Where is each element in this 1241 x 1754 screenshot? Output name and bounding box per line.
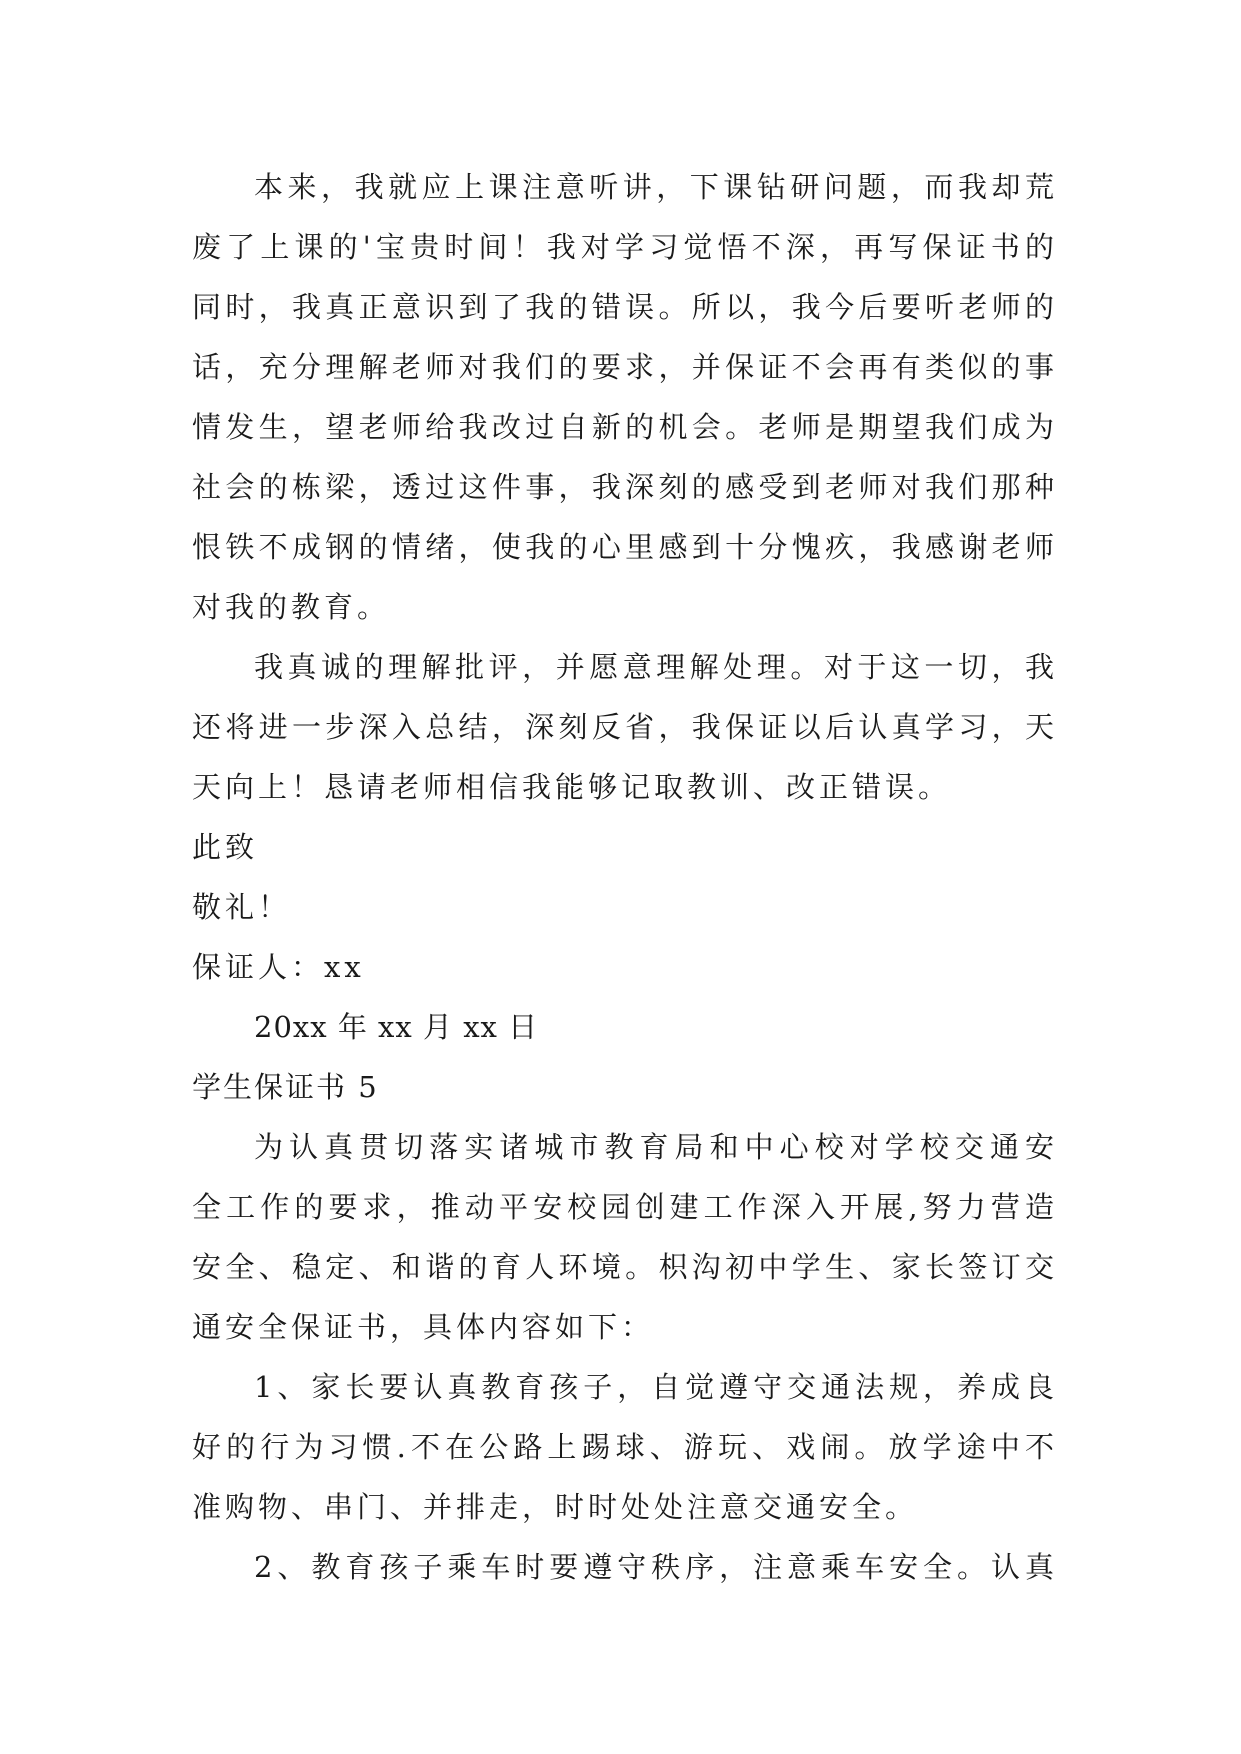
paragraph-line: 安全、稳定、和谐的育人环境。枳沟初中学生、家长签订交 [192,1250,1054,1284]
paragraph-line: 天向上！恳请老师相信我能够记取教训、改正错误。 [192,770,952,804]
paragraph-line: 我真诚的理解批评，并愿意理解处理。对于这一切，我 [254,650,1054,684]
paragraph-line: 社会的栋梁，透过这件事，我深刻的感受到老师对我们那种 [192,470,1054,504]
closing-regards: 敬礼！ [192,890,292,924]
guarantor-signature: 保证人：xx [192,950,365,984]
section-title: 学生保证书 5 [192,1070,379,1104]
paragraph-line: 恨铁不成钢的情绪，使我的心里感到十分愧疚，我感谢老师 [192,530,1054,564]
paragraph-line: 为认真贯切落实诸城市教育局和中心校对学校交通安 [254,1130,1054,1164]
paragraph-line: 废了上课的'宝贵时间！我对学习觉悟不深，再写保证书的 [192,230,1054,264]
list-item-line: 准购物、串门、并排走，时时处处注意交通安全。 [192,1490,919,1524]
paragraph-line: 对我的教育。 [192,590,391,624]
paragraph-line: 同时，我真正意识到了我的错误。所以，我今后要听老师的 [192,290,1054,324]
list-item-line: 好的行为习惯.不在公路上踢球、游玩、戏闹。放学途中不 [192,1430,1054,1464]
signature-date: 20xx 年 xx 月 xx 日 [254,1010,539,1044]
paragraph-line: 还将进一步深入总结，深刻反省，我保证以后认真学习，天 [192,710,1054,744]
paragraph-line: 通安全保证书，具体内容如下： [192,1310,655,1344]
list-item-line: 1、家长要认真教育孩子，自觉遵守交通法规，养成良 [254,1370,1054,1404]
paragraph-line: 全工作的要求，推动平安校园创建工作深入开展,努力营造 [192,1190,1054,1224]
paragraph-line: 情发生，望老师给我改过自新的机会。老师是期望我们成为 [192,410,1054,444]
document-body [192,157,1054,1597]
list-item-line: 2、教育孩子乘车时要遵守秩序，注意乘车安全。认真 [254,1550,1054,1584]
paragraph-line: 本来，我就应上课注意听讲，下课钻研问题，而我却荒 [254,170,1054,204]
paragraph-line: 话，充分理解老师对我们的要求，并保证不会再有类似的事 [192,350,1054,384]
closing-salutation: 此致 [192,830,259,864]
